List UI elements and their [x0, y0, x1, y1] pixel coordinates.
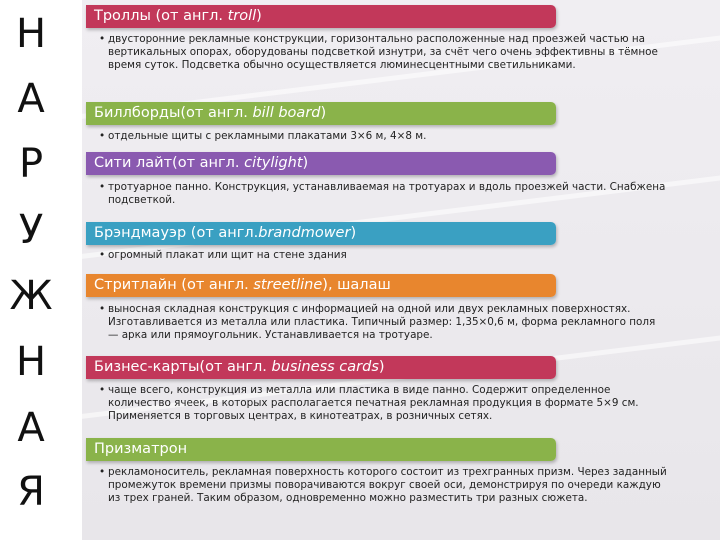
- bullet: •: [99, 181, 106, 193]
- item-header: Сити лайт(от англ. citylight): [86, 152, 556, 175]
- item-header: Биллборды(от англ. bill board): [86, 102, 556, 125]
- item-header: Призматрон: [86, 438, 556, 461]
- vertical-letter: Н: [15, 339, 47, 385]
- bullet: •: [99, 303, 106, 315]
- item-header: Стритлайн (от англ. streetline), шалаш: [86, 274, 556, 297]
- item-header: Бизнес-карты(от англ. business cards): [86, 356, 556, 379]
- content-panel: [82, 0, 720, 540]
- item-text: • чаще всего, конструкция из металла или пластика в виде панно. Содержит определенное количество ячеек, в которых располагается печатная рекламная продукция в формате 5×9 см. Применяется в торговых центрах, в кинотеатрах, в розничных сетях.: [99, 384, 639, 423]
- vertical-letter: Р: [18, 141, 44, 187]
- item-text: • рекламоноситель, рекламная поверхность которого состоит из трехгранных призм. Через заданный промежуток времени призмы поворачиваются вокруг своей оси, демонстрируя по очереди каждую из трех граней. Таким образом, одновременно можно разместить три разных сюжета.: [99, 466, 667, 505]
- vertical-letter: Ж: [9, 273, 53, 319]
- item-text: • огромный плакат или щит на стене здания: [99, 249, 347, 261]
- bullet: •: [99, 33, 106, 45]
- bullet: •: [99, 249, 106, 261]
- vertical-letter: А: [17, 405, 45, 451]
- vertical-letter: Я: [17, 469, 45, 515]
- vertical-title: [0, 0, 62, 540]
- item-text: • выносная складная конструкция с информацией на одной или двух рекламных поверхностях. Изготавливается из металла или пластика. Типичный размер: 1,35×0,6 м, форма рекламного поля — арка или прямоугольник. Устанавливается на тротуаре.: [99, 303, 656, 342]
- item-text: • двусторонние рекламные конструкции, горизонтально расположенные над проезжей частью на вертикальных опорах, оборудованы подсветкой изнутри, за счёт чего очень эффективны в тёмное время суток. Подсветка обычно осуществляется люминесцентными светильниками.: [99, 33, 658, 72]
- bullet: •: [99, 466, 106, 478]
- vertical-letter: У: [18, 207, 44, 253]
- bullet: •: [99, 130, 106, 142]
- bullet: •: [99, 384, 106, 396]
- item-text: • отдельные щиты с рекламными плакатами 3×6 м, 4×8 м.: [99, 130, 427, 142]
- item-header: Троллы (от англ. troll): [86, 5, 556, 28]
- vertical-letter: Н: [15, 11, 47, 57]
- item-header: Брэндмауэр (от англ.brandmower): [86, 222, 556, 245]
- vertical-letter: А: [17, 76, 45, 122]
- item-text: • тротуарное панно. Конструкция, устанавливаемая на тротуарах и вдоль проезжей части. Снабжена подсветкой.: [99, 181, 666, 207]
